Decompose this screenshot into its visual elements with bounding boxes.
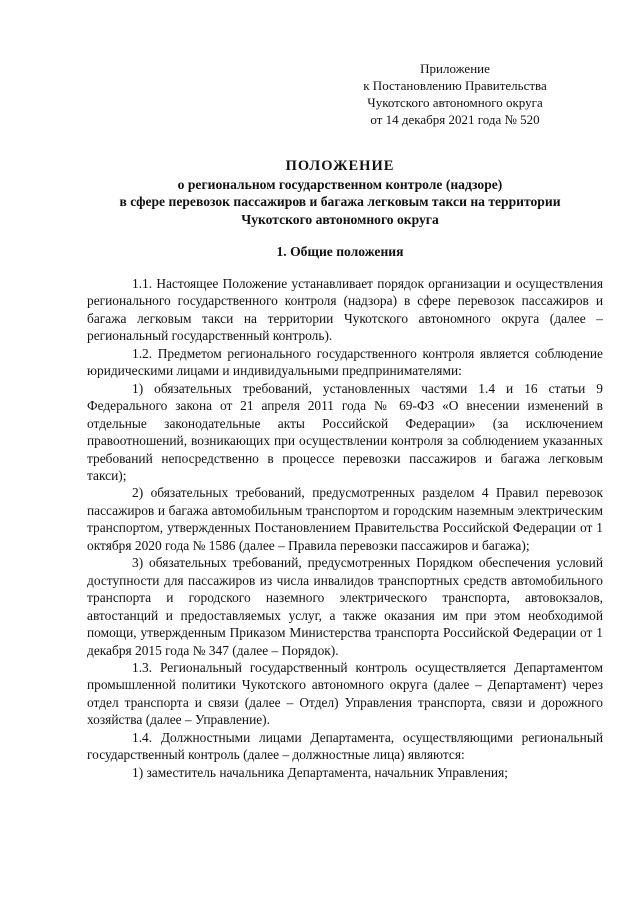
appendix-line: Чукотского автономного округа [367,95,543,110]
paragraph: 1) заместитель начальника Департамента, начальник Управления; [132,764,508,780]
appendix-line: Приложение [420,61,490,76]
body-text [87,275,603,781]
title-line: о региональном государственном контроле (надзоре) [177,176,503,192]
paragraph: 3) обязательных требований, предусмотренных Порядком обеспечения условий доступности для пассажиров из числа инвалидов транспортных средств автомобильного транспорта и городского наземного электрического транспорта, автовокзалов, автостанций и предоставляемых услуг, а также оказания им при этом необходимой помощи, утвержденным Приказом Министерства транспорта Российской Федерации от 1 декабря 2015 года № 347 (далее – Порядок). [87,555,603,658]
title-line: Чукотского автономного округа [241,211,439,227]
document-title [80,158,600,228]
paragraph: 2) обязательных требований, предусмотренных разделом 4 Правил перевозок пассажиров и багажа автомобильным транспортом и городским наземным электрическим транспортом, утвержденных Постановлением Правительства Российской Федерации от 1 октября 2020 года № 1586 (далее – Правила перевозки пассажиров и багажа); [87,485,603,553]
title-main: ПОЛОЖЕНИЕ [285,158,395,174]
appendix-header [335,60,575,128]
appendix-line: к Постановлению Правительства [363,78,547,93]
paragraph: 1) обязательных требований, установленных частями 1.4 и 16 статьи 9 Федерального закона от 21 апреля 2011 года № 69-ФЗ «О внесении изменений в отдельные законодательные акты Российской Федерации» (за исключением правоотношений, возникающих при осуществлении контроля за соблюдением указанных требований непосредственно в процессе перевозки пассажиров и багажа легковым такси); [87,380,603,483]
section-heading: 1. Общие положения [276,244,404,259]
paragraph: 1.1. Настоящее Положение устанавливает порядок организации и осуществления регионального государственного контроля (надзора) в сфере перевозок пассажиров и багажа легковым такси на территории Чукотского автономного округа (далее – региональный государственный контроль). [87,276,603,344]
title-line: в сфере перевозок пассажиров и багажа легковым такси на территории [119,194,561,209]
paragraph: 1.4. Должностными лицами Департамента, осуществляющими региональный государственный контроль (далее – должностные лица) являются: [87,729,603,763]
paragraph: 1.3. Региональный государственный контроль осуществляется Департаментом промышленной политики Чукотского автономного округа (далее – Департамент) через отдел транспорта и связи (далее – Отдел) Управления транспорта, связи и дорожного хозяйства (далее – Управление). [87,659,603,728]
appendix-line: от 14 декабря 2021 года № 520 [370,112,540,127]
paragraph: 1.2. Предметом регионального государственного контроля является соблюдение юридическими лицами и индивидуальными предпринимателями: [87,345,603,379]
